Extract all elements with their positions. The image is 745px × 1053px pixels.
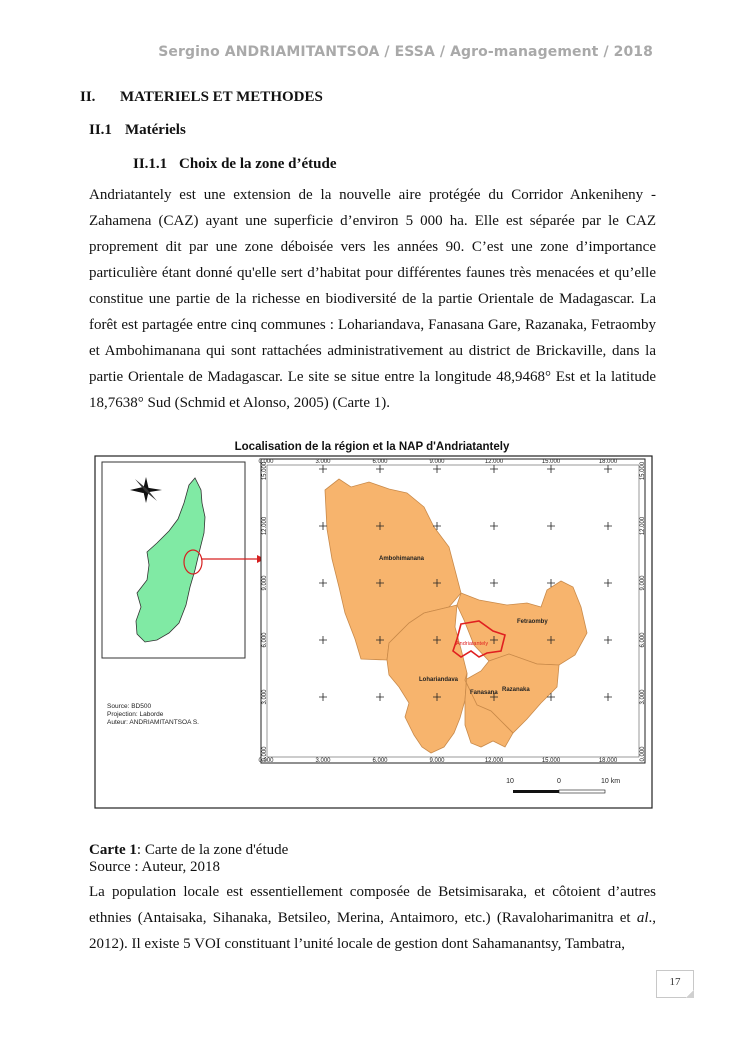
label-ambohimanana: Ambohimanana [379,556,425,562]
y-tick-left-3: 9.000 [262,575,268,591]
map-figure [89,435,656,830]
page-number: 17 [656,970,694,998]
section-number: II. [80,89,96,105]
x-tick-bottom-6: 18.000 [598,758,618,764]
y-tick-left-2: 6.000 [262,632,268,648]
scale-label-left: 10 [506,778,514,785]
section-heading [80,89,323,106]
subsection-title: Matériels [125,122,186,138]
subsubsection-heading [133,156,337,173]
x-tick-bottom-1: 3.000 [315,758,331,764]
x-tick-bottom-3: 9.000 [429,758,445,764]
caption-label: Carte 1 [89,842,137,858]
x-tick-bottom-4: 12.000 [484,758,504,764]
y-tick-left-0: 0.000 [262,746,268,762]
subsubsection-number: II.1.1 [133,156,168,172]
figure-caption [89,842,288,876]
caption-source: Source : Auteur, 2018 [89,859,221,875]
y-tick-right-3: 9.000 [640,575,646,591]
y-tick-right-2: 6.000 [640,632,646,648]
map-title: Localisation de la région et la NAP d'Andriatantely [234,441,510,453]
y-tick-right-0: 0.000 [640,746,646,762]
caption-text: : Carte de la zone d'étude [136,842,289,858]
map-source-line-1: Source: BD500 [107,703,152,710]
subsubsection-title: Choix de la zone d’étude [179,156,337,172]
x-tick-top-5: 15.000 [541,459,561,465]
y-tick-left-5: 15.000 [262,461,268,481]
x-tick-bottom-2: 6.000 [372,758,388,764]
x-tick-top-3: 9.000 [429,459,445,465]
label-andriatantely: Andriatantely [456,641,489,647]
label-fetraomby: Fetraomby [517,619,548,625]
y-tick-right-5: 15.000 [640,461,646,481]
x-tick-top-4: 12.000 [484,459,504,465]
label-fanasana: Fanasana [470,690,498,696]
label-razanaka: Razanaka [502,687,530,693]
x-tick-top-0: 0.000 [258,459,274,465]
map-svg [89,435,656,830]
scale-label-middle: 0 [557,778,561,785]
map-source-line-2: Projection: Laborde [107,711,164,718]
scale-bar-white [559,790,605,793]
subsection-heading [89,122,186,139]
x-tick-bottom-5: 15.000 [541,758,561,764]
caption-line [89,842,288,859]
map-source-line-3: Auteur: ANDRIAMITANTSOA S. [107,719,199,726]
x-tick-top-1: 3.000 [315,459,331,465]
scale-bar-black [513,790,559,793]
section-title: MATERIELS ET METHODES [120,89,323,105]
subsection-number: II.1 [89,122,112,138]
paragraph-study-area: Andriatantely est une extension de la nouvelle aire protégée du Corridor Ankeniheny - Zahamena (CAZ) ayant une superficie d’environ 5 000 ha. Elle est séparée par le CAZ proprement dit par une zone déboisée vers les années 90. C’est une zone d’importance particulière étant donné qu'elle sert d’habitat pour différentes faunes très menacées et qu’elle constitue une partie de la richesse en biodiversité de la partie Orientale de Madagascar. La forêt est partagée entre cinq communes : Lohariandava, Fanasana Gare, Razanaka, Fetraomby et Ambohimanana qui sont rattachées administrativement au district de Brickaville, dans la partie Orientale de Madagascar. Le site se situe entre la longitude 48,9468° Est et la latitude 18,7638° Sud (Schmid et Alonso, 2005) (Carte 1). [89,187,656,411]
y-tick-left-4: 12.000 [262,516,268,536]
x-tick-top-2: 6.000 [372,459,388,465]
y-tick-left-1: 3.000 [262,689,268,705]
y-tick-right-4: 12.000 [640,516,646,536]
x-tick-bottom-0: 0.000 [258,758,274,764]
x-tick-top-6: 18.000 [598,459,618,465]
paragraph-population: La population locale est essentiellement composée de Betsimisaraka, et côtoient d’autres ethnies (Antaisaka, Sihanaka, Betsileo, Merina, Antaimoro, etc.) (Ravaloharimanitra et al., 2012). Il existe 5 VOI constituant l’unité locale de gestion dont Sahamanantsy, Tambatra, [89,884,656,952]
running-header: Sergino ANDRIAMITANTSOA / ESSA / Agro-management / 2018 [158,44,653,60]
scale-label-right: 10 km [601,778,621,785]
y-tick-right-1: 3.000 [640,689,646,705]
label-lohariandava: Lohariandava [419,677,459,683]
